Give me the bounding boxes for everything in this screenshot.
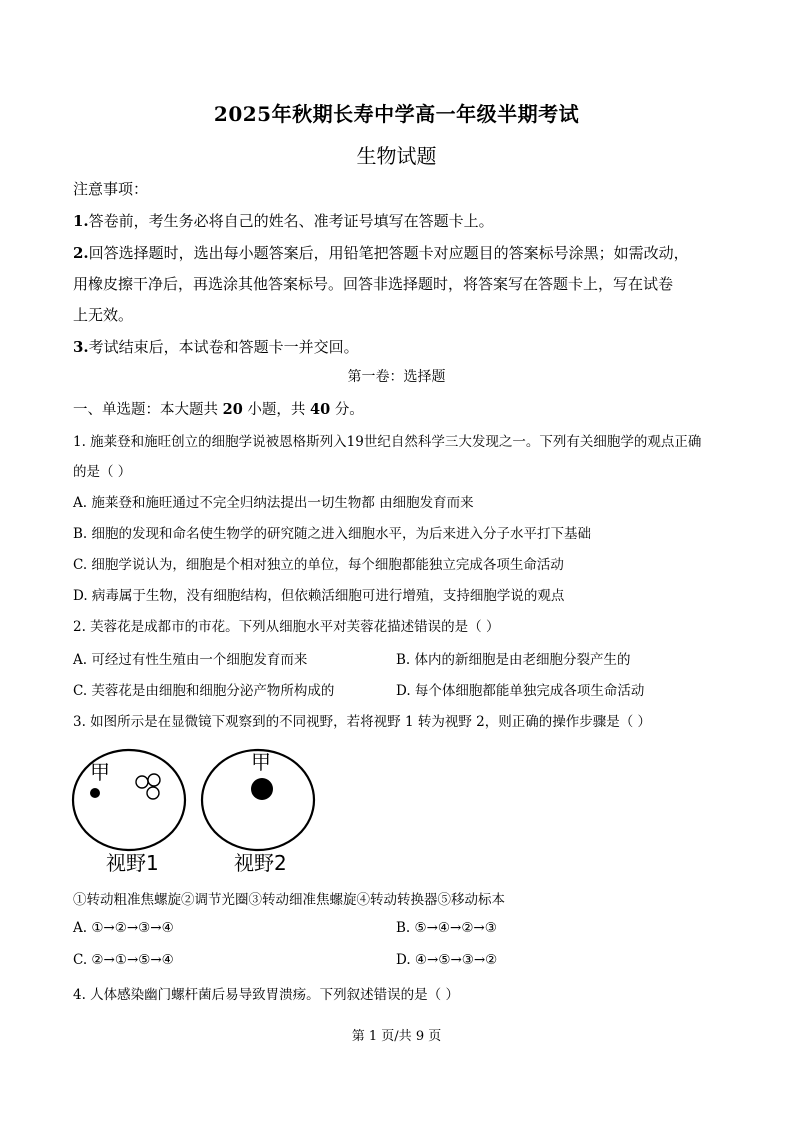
q3-steps: ①转动粗准焦螺旋②调节光圈③转动细准焦螺旋④转动转换器⑤移动标本 [73,892,505,908]
section-desc-suffix: 分。 [334,402,364,418]
q1-stem-line-2: 的是（ ） [73,464,132,480]
section-question-count: 20 [222,401,243,418]
exam-subject: 生物试题 [356,144,437,168]
section-title: 第一卷：选择题 [347,369,446,385]
notice-heading: 注意事项： [73,180,149,198]
view-1-cell-b [148,774,160,786]
q3-option-b: B. ⑤→④→②→③ [396,920,497,936]
microscope-views-svg [68,745,328,880]
notice-item-2-line-3: 上无效。 [73,306,134,324]
q2-option-c: C. 芙蓉花是由细胞和细胞分泌产物所构成的 [73,683,335,699]
notice-item-3-text: 考试结束后，本试卷和答题卡一并交回。 [88,338,359,356]
q1-stem-line-1: 1. 施莱登和施旺创立的细胞学说被恩格斯列入19世纪自然科学三大发现之一。下列有关细胞学的观点正确 [73,434,702,450]
page-number: 第 1 页/共 9 页 [351,1029,442,1044]
view-2-target-dot [251,778,273,800]
section-desc-mid: 小题，共 [247,402,306,418]
q1-option-c: C. 细胞学说认为，细胞是个相对独立的单位，每个细胞都能独立完成各项生命活动 [73,557,564,573]
notice-item-1-text: 答卷前，考生务必将自己的姓名、准考证号填写在答题卡上。 [88,212,494,230]
view-1-target-dot [90,788,100,798]
microscope-views-figure [68,745,328,880]
q2-option-d: D. 每个体细胞都能单独完成各项生命活动 [396,683,645,699]
view-2-caption: 视野2 [234,851,287,875]
view-2-label-jia: 甲 [251,750,271,774]
section-desc-prefix: 一、单选题：本大题共 [73,402,218,418]
q3-option-c: C. ②→①→⑤→④ [73,952,174,968]
q2-option-b: B. 体内的新细胞是由老细胞分裂产生的 [396,652,631,668]
q2-stem: 2. 芙蓉花是成都市的市花。下列从细胞水平对芙蓉花描述错误的是（ ） [73,619,500,635]
q3-option-a: A. ①→②→③→④ [73,920,174,936]
section-description [73,398,364,419]
notice-item-1-number: 1. [73,212,89,230]
notice-item-2 [73,242,689,263]
notice-item-3 [73,336,359,357]
q3-stem: 3. 如图所示是在显微镜下观察到的不同视野，若将视野 1 转为视野 2，则正确的操作步骤是（ ） [73,714,652,730]
q2-option-a: A. 可经过有性生殖由一个细胞发育而来 [73,652,308,668]
q1-option-d: D. 病毒属于生物，没有细胞结构，但依赖活细胞可进行增殖，支持细胞学说的观点 [73,588,565,604]
notice-item-1 [73,210,494,231]
exam-title: 2025年秋期长寿中学高一年级半期考试 [213,102,580,126]
q3-option-d: D. ④→⑤→③→② [396,952,498,968]
q1-option-a: A. 施莱登和施旺通过不完全归纳法提出一切生物都 由细胞发育而来 [73,495,474,511]
view-1-caption: 视野1 [106,851,159,875]
section-total-score: 40 [310,401,331,418]
notice-item-2-line-2: 用橡皮擦干净后，再选涂其他答案标号。回答非选择题时，将答案写在答题卡上，写在试卷 [73,275,674,293]
q4-stem: 4. 人体感染幽门螺杆菌后易导致胃溃疡。下列叙述错误的是（ ） [73,987,459,1003]
q1-option-b: B. 细胞的发现和命名使生物学的研究随之进入细胞水平，为后来进入分子水平打下基础 [73,526,592,542]
view-1-cell-a [136,776,148,788]
notice-item-2-number: 2. [73,244,89,262]
notice-item-2-text: 回答选择题时，选出每小题答案后，用铅笔把答题卡对应题目的答案标号涂黑；如需改动， [88,244,689,262]
view-1-cell-c [147,787,159,799]
view-1-label-jia: 甲 [90,760,110,784]
notice-item-3-number: 3. [73,338,89,356]
